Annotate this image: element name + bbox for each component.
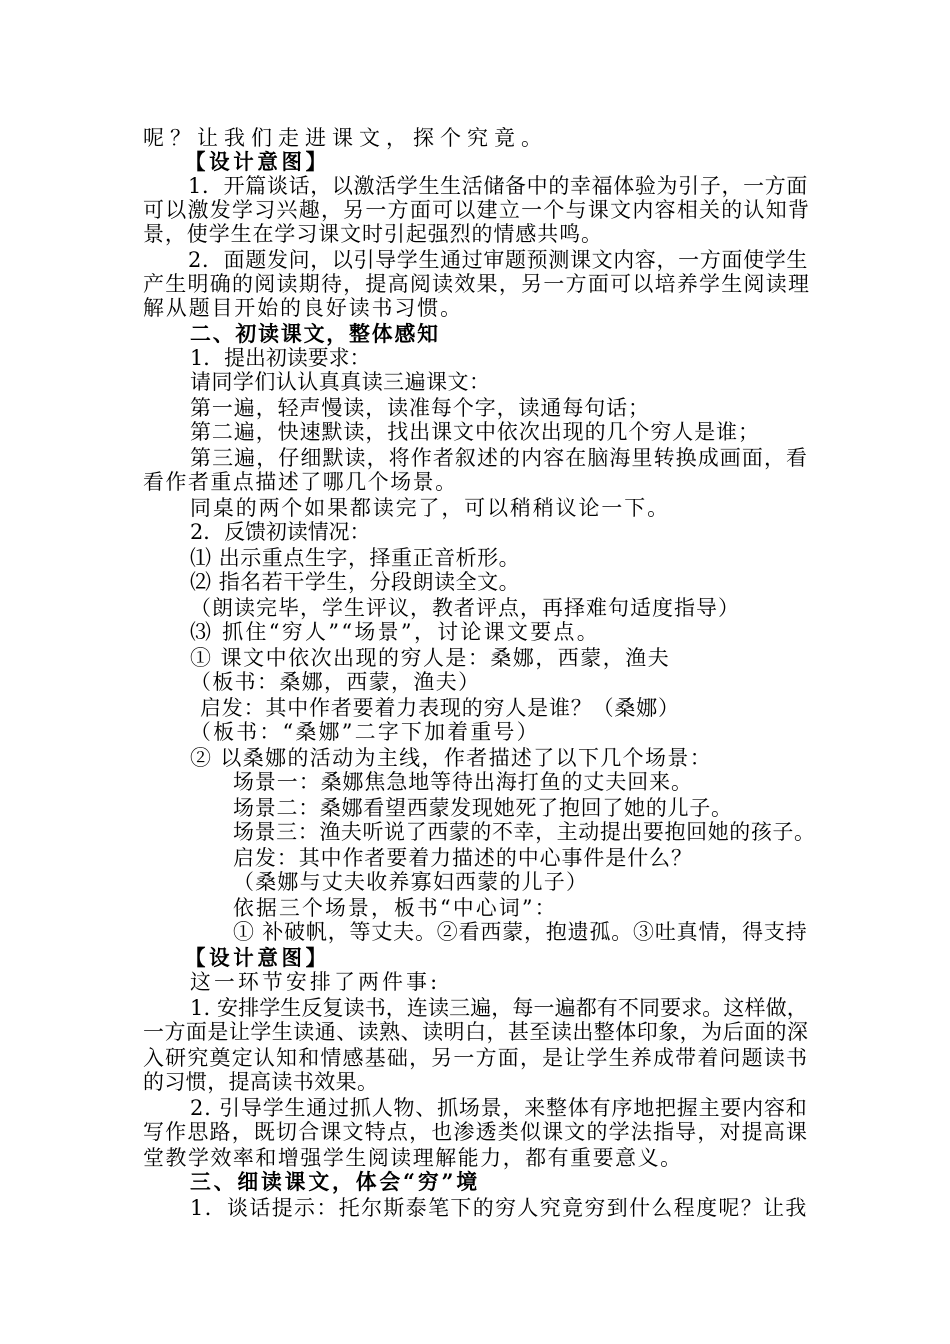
text-line: 这一环节安排了两件事: <box>190 970 441 994</box>
text-line: 1．谈话提示：托尔斯泰笔下的穷人究竟穷到什么程度呢？让我 <box>190 1196 808 1220</box>
text-line: 第二遍，快速默读，找出课文中依次出现的几个穷人是谁； <box>190 420 760 444</box>
text-line: （板书：“桑娜”二字下加着重号） <box>190 720 540 744</box>
text-line: 1．提出初读要求： <box>190 346 371 370</box>
text-line: 依据三个场景，板书“中心词”： <box>233 896 558 920</box>
text-line: 的习惯，提高读书效果。 <box>143 1070 379 1094</box>
text-line: 堂教学效率和增强学生阅读理解能力，都有重要意义。 <box>143 1146 683 1170</box>
text-line: 2. 引导学生通过抓人物、抓场景，来整体有序地把握主要内容和 <box>190 1096 808 1120</box>
text-line: ② 以桑娜的活动为主线，作者描述了以下几个场景： <box>190 746 713 770</box>
text-line: 场景一：桑娜焦急地等待出海打鱼的丈夫回来。 <box>233 770 693 794</box>
text-line: 呢？让我们走进课文，探个究竟。 <box>143 126 548 150</box>
text-line: 场景二：桑娜看望西蒙发现她死了抱回了她的儿子。 <box>233 796 733 820</box>
text-line: 产生明确的阅读期待，提高阅读效果，另一方面可以培养学生阅读理 <box>143 272 811 296</box>
text-line: ⑴ 出示重点生字，择重正音析形。 <box>190 546 521 570</box>
text-line: ① 课文中依次出现的穷人是：桑娜，西蒙，渔夫 <box>190 646 671 670</box>
text-line: ① 补破帆，等丈夫。②看西蒙，抱遗孤。③吐真情，得支持 <box>233 920 808 944</box>
text-line: 场景三：渔夫听说了西蒙的不幸，主动提出要抱回她的孩子。 <box>233 820 816 844</box>
text-line: 景，使学生在学习课文时引起强烈的情感共鸣。 <box>143 222 603 246</box>
text-line: （板书：桑娜，西蒙，渔夫） <box>190 670 481 694</box>
section-heading: 【设计意图】 <box>185 945 330 970</box>
text-line: 同桌的两个如果都读完了，可以稍稍议论一下。 <box>190 496 670 520</box>
text-line: 解从题目开始的良好读书习惯。 <box>143 296 463 320</box>
text-line: 1．开篇谈话，以激活学生生活储备中的幸福体验为引子，一方面 <box>188 174 809 198</box>
text-line: 写作思路，既切合课文特点，也渗透类似课文的学法指导，对提高课 <box>143 1120 809 1144</box>
section-heading: 二、初读课文，整体感知 <box>190 321 440 346</box>
text-line: 请同学们认认真真读三遍课文： <box>190 370 491 394</box>
text-line: 入研究奠定认知和情感基础，另一方面，是让学生养成带着问题读书 <box>143 1046 809 1070</box>
text-line: 看作者重点描述了哪几个场景。 <box>143 470 458 494</box>
section-heading: 三、细读课文，体会“穷”境 <box>190 1169 481 1194</box>
text-line: 第一遍，轻声慢读，读准每个字，读通每句话； <box>190 396 650 420</box>
text-line: 启发：其中作者要着力表现的穷人是谁？（桑娜） <box>200 696 680 720</box>
text-line: ⑶ 抓住“穷人”“场景”，讨论课文要点。 <box>190 620 600 644</box>
text-line: 2．面题发问，以引导学生通过审题预测课文内容，一方面使学生 <box>188 248 809 272</box>
text-line: 启发：其中作者要着力描述的中心事件是什么？ <box>233 846 693 870</box>
text-line: （朗读完毕，学生评议，教者评点，再择难句适度指导） <box>190 596 741 620</box>
text-line: 1. 安排学生反复读书，连读三遍，每一遍都有不同要求。这样做， <box>190 996 808 1020</box>
text-line: 2．反馈初读情况： <box>190 520 371 544</box>
section-heading: 【设计意图】 <box>185 149 330 174</box>
text-line: 一方面是让学生读通、读熟、读明白，甚至读出整体印象，为后面的深 <box>143 1020 809 1044</box>
text-line: ⑵ 指名若干学生，分段朗读全文。 <box>190 570 521 594</box>
text-line: 可以激发学习兴趣，另一方面可以建立一个与课文内容相关的认知背 <box>143 198 811 222</box>
text-line: （桑娜与丈夫收养寡妇西蒙的儿子） <box>233 870 589 894</box>
text-line: 第三遍，仔细默读，将作者叙述的内容在脑海里转换成画面，看 <box>190 446 809 470</box>
